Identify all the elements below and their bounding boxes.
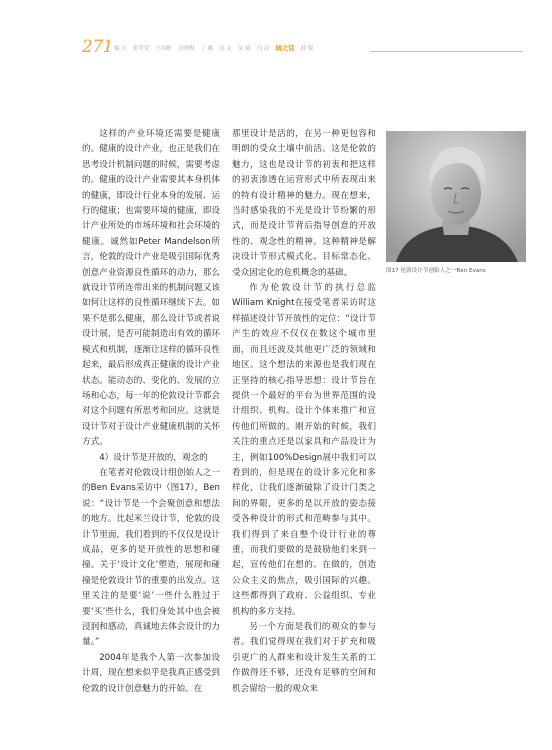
nav-item: 吉晓梅 [177, 46, 195, 52]
paragraph: 这样的产业环境还需要是健康的。健康的设计产业，也正是我们在思考设计机制问题的时候，需要考虑的。健康的设计产业需要其本身机体的健康，即设计行业本身的发展、运行的健康；也需要环境的健康，即设计产业所处的市场环境和社会环境的健康。诚然如Peter Mandelson所言，伦敦的设计产业是吸引国际优秀创意产业资源良性循环的动力，那么就设计节所连带出来的机制问题又该如何让这样的良性循环继续下去。如果不是那么健康，那么设计节或者说设计展，是否可能制造出有效的循环模式和机制，逐渐让这样的循环良性起来，最后形成真正健康的设计产业状态。能动态的、变化的、发展的立场和心态，每一年的伦敦设计节都会对这个问题有所思考和回应。这就是设计节对于设计产业健康机制的关怀方式。 [82, 129, 220, 448]
text-column-right [232, 127, 376, 697]
page-header [82, 37, 522, 57]
photo-caption: 图17 伦敦设计节创始人之一Ben Evans [386, 268, 486, 274]
paragraph: 另一个方面是我们的观众的参与者。我们觉得现在我们对于扩充和吸引更广的人群来和设计发生关系的工作做得还不够，还没有足够的空间和机会留给一般的观众来 [232, 622, 376, 694]
nav-item: 丁 璐 [200, 46, 214, 52]
nav-item: 编 天 [114, 46, 127, 52]
paragraph: 作为伦敦设计节的执行总监William Knight在接受笔者采访时这样描述设计节开放性的定位：“设计节产生的效应不仅仅在数这个城市里面，而且还波及其他更广泛的领域和地区。这个想法的来源也是我们现在正坚持的核心指导思想：设计节旨在提供一个最好的平台为世界范围的设计组织、机构、设计个体来推广和宣传他们所做的。刚开始的时候，我们关注的重点还是以家具和产品设计为主，例如100%Design展中我们可以看到的，但是现在的设计多元化和多样化，让我们逐渐破除了设计门类之间的界限，更多的是以开放的姿态接受各种设计的形式和范畴参与其中。我们得到了来自整个设计行业的尊重，而我们要做的是鼓励他们来到一起，宣传他们在想的、在做的，创造公众主义的焦点，吸引国际的兴趣。这些都得到了政府、公益组织、专业机构的多方支持。 [232, 283, 376, 617]
nav-item: 薛 锐 [300, 46, 314, 52]
header-nav [114, 44, 314, 52]
nav-item: 吴 文 [219, 46, 232, 52]
paragraph: 在笔者对伦敦设计组创始人之一的Ben Evans采访中（图17），Ben说：“设计节是一个会聚创意和想法的地方。比起米兰设计节，伦敦的设计节里面，我们看到的不仅仅是设计成品，更多的是开放性的思想和碰撞。关于‘设计文化’塑造，展现和碰撞是伦敦设计节的重要的出发点。这里关注的是要‘说’一些什么胜过于要‘买’些什么，我们身处其中也会被浸润和感动，真诚地去体会设计的力量。” [82, 467, 220, 648]
paragraph: 2004年是我个人第一次参加设计周，现在想来似乎是我真正感受到伦敦的设计创意魅力的开始。在 [82, 652, 220, 694]
paragraph: 那里设计是活的，在另一种更包容和明朗的受众土壤中前活。这是伦敦的魅力，这也是设计节的初衷和把这样的初衷渗透在运营形式中所表现出来的特有设计精神的魅力。现在想来，当时感染我的不光是设计节纷繁的形式，而是设计节背后指导创意的开放性的、观念性的精神。这种精神是解决设计节形式模式化、目标常态化、受众固定化的危机概念的基础。 [232, 129, 376, 278]
nav-item: 王国彬 [155, 46, 172, 52]
paragraph: 4）设计节是开放的，观念的 [99, 452, 208, 463]
nav-item-active: 城之话 [275, 44, 295, 52]
portrait-illustration [386, 131, 526, 262]
page-number: 271 [82, 37, 113, 57]
header-rule [370, 51, 522, 52]
nav-item: 吴 斌 [237, 46, 251, 52]
text-column-left [82, 127, 220, 697]
nav-item: 张荣荣 [132, 46, 150, 52]
nav-item: 闫 洁 [256, 46, 270, 52]
portrait-photo [386, 131, 526, 262]
